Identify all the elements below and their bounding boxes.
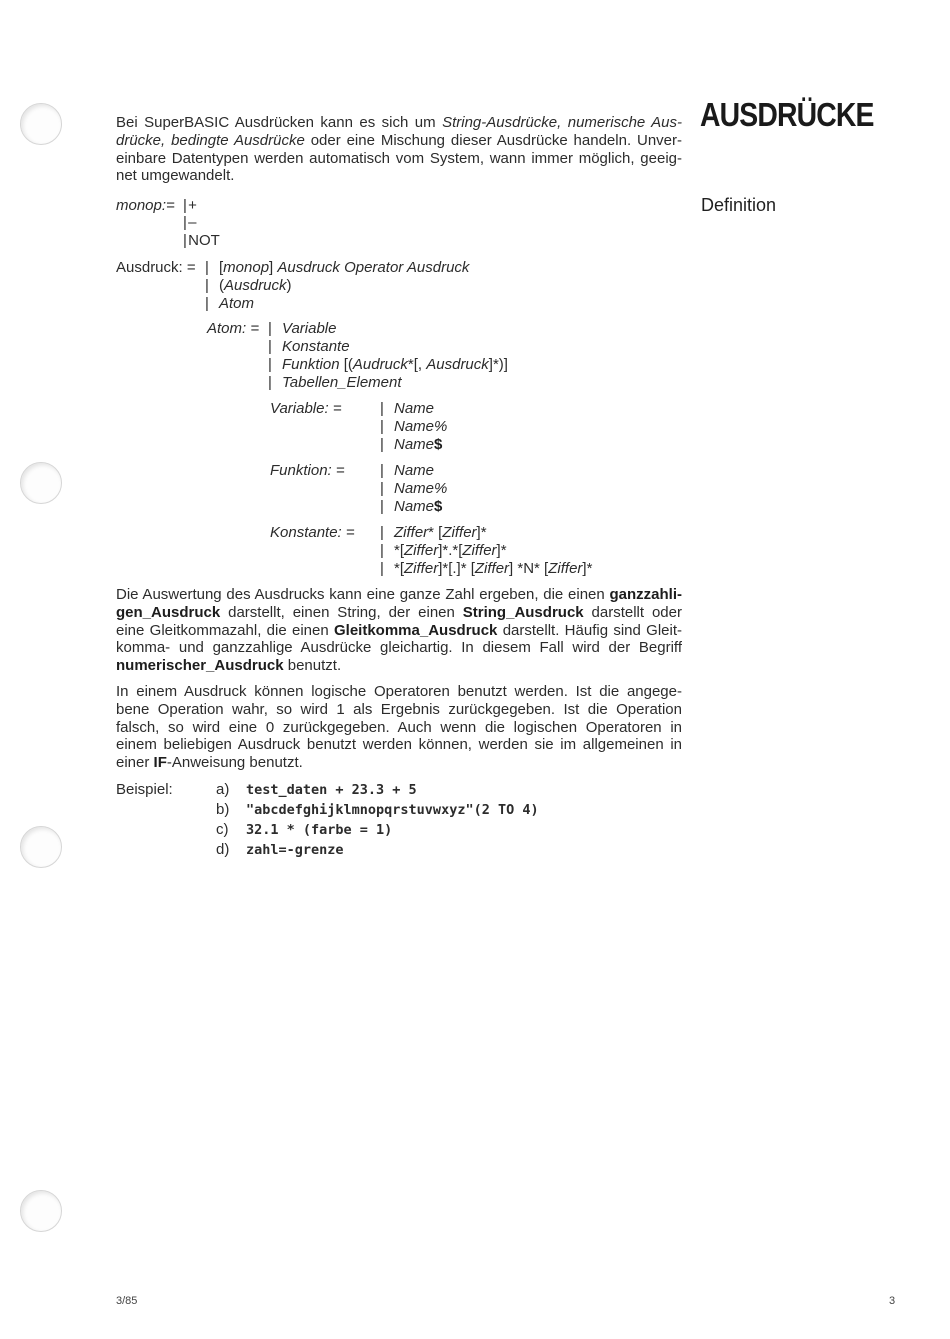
text-line: einem beliebigen Ausdruck benutzt werden können, werden sie im allgemeinen in (116, 736, 682, 754)
text-line: net umgewandelt. (116, 167, 235, 185)
ausdruck-option-3: | Atom (205, 295, 255, 312)
text-line: eine Gleitkommazahl, die einen Gleitkomma_Ausdruck darstellt. Häufig sind Gleit- (116, 621, 682, 639)
text-line: komma- und ganzzahlige Ausdrücke gleichartig. In diesem Fall wird der Begriff (116, 639, 682, 657)
monop-option-plus: | + (183, 197, 197, 214)
examples-label: Beispiel: (116, 781, 173, 798)
text-line: Die Auswertung des Ausdrucks kann eine ganze Zahl ergeben, die einen ganzzahli- (116, 586, 682, 603)
text-line: falsch, so wird eine 0 zurückgegeben. Auch wenn die logischen Operatoren in (116, 718, 682, 736)
example-letter: a) (216, 781, 230, 798)
atom-option-1: | Variable (268, 320, 337, 337)
example-code: "abcdefghijklmnopqrstuvwxyz"(2 TO 4) (246, 802, 539, 818)
text-line: numerischer_Ausdruck benutzt. (116, 657, 342, 675)
binder-hole (20, 462, 62, 504)
text-line: gen_Ausdruck darstellt, einen String, der einen String_Ausdruck darstellt oder (116, 603, 682, 621)
funktion-option-2: | Name% (380, 480, 448, 497)
funktion-option-1: | Name (380, 462, 435, 479)
ausdruck-label: Ausdruck: = (116, 259, 196, 276)
example-code: 32.1 * (farbe = 1) (246, 822, 393, 838)
text-line: In einem Ausdruck können logische Operatoren benutzt werden. Ist die angege- (116, 683, 682, 700)
text-line: bene Operation wahr, so wird 1 als Ergebnis zurückgegeben. Ist die Operation (116, 700, 682, 718)
atom-option-3: | Funktion [(Audruck*[, Ausdruck]*)] (268, 356, 508, 373)
atom-label: Atom: = (207, 320, 260, 337)
konstante-label: Konstante: = (270, 524, 355, 541)
binder-hole (20, 1190, 62, 1232)
ausdruck-option-2: | (Ausdruck) (205, 277, 292, 294)
example-code: test_daten + 23.3 + 5 (246, 782, 417, 798)
example-letter: d) (216, 841, 230, 858)
variable-option-2: | Name% (380, 418, 448, 435)
variable-label: Variable: = (270, 400, 342, 417)
monop-option-minus: | – (183, 214, 197, 231)
section-title: AUSDRÜCKE (700, 96, 874, 133)
variable-option-3: | Name$ (380, 436, 443, 453)
example-letter: b) (216, 801, 230, 818)
variable-option-1: | Name (380, 400, 435, 417)
funktion-label: Funktion: = (270, 462, 345, 479)
section-subtitle: Definition (701, 195, 777, 215)
text-line: einbare Datentypen werden automatisch vom System, wann immer möglich, geeig- (116, 149, 682, 167)
funktion-option-3: | Name$ (380, 498, 443, 515)
binder-hole (20, 826, 62, 868)
binder-hole (20, 103, 62, 145)
logic-paragraph (116, 683, 682, 772)
konstante-option-1: | Ziffer* [Ziffer]* (380, 524, 487, 541)
atom-option-4: | Tabellen_Element (268, 374, 402, 391)
text-line: Bei SuperBASIC Ausdrücken kann es sich um String-Ausdrücke, numerische Aus- (116, 114, 682, 131)
konstante-option-3: | *[Ziffer]*[.]* [Ziffer] *N* [Ziffer]* (380, 560, 593, 577)
text-line: einer IF-Anweisung benutzt. (116, 754, 303, 772)
evaluation-paragraph (116, 586, 682, 675)
page-number: 3 (889, 1295, 896, 1307)
monop-option-not: | NOT (183, 232, 220, 249)
intro-paragraph (116, 114, 682, 185)
example-code: zahl=-grenze (246, 842, 344, 858)
monop-label: monop:= (116, 197, 175, 214)
footer-date: 3/85 (116, 1295, 138, 1307)
konstante-option-2: | *[Ziffer]*.*[Ziffer]* (380, 542, 507, 559)
text-line: drücke, bedingte Ausdrücke oder eine Mischung dieser Ausdrücke handeln. Unver- (116, 131, 682, 149)
example-letter: c) (216, 821, 229, 838)
ausdruck-option-1: | [monop] Ausdruck Operator Ausdruck (205, 259, 470, 276)
atom-option-2: | Konstante (268, 338, 350, 355)
